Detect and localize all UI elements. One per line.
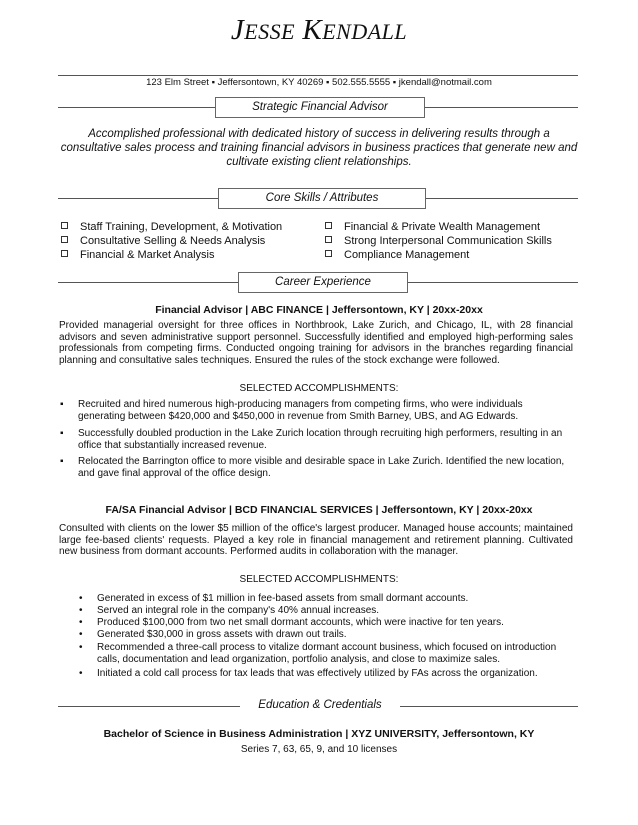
accomplishment-item: • Generated in excess of $1 million in fee-based assets from small dormant accounts.	[79, 593, 469, 604]
checkbox-bullet-icon	[325, 236, 332, 243]
round-bullet-icon: •	[79, 668, 83, 679]
candidate-name-text: JESSE KENDALL	[230, 14, 408, 46]
education-section-title: Education & Credentials	[240, 697, 400, 714]
header-divider	[58, 75, 578, 76]
summary-paragraph: Accomplished professional with dedicated history of success in delivering results through a consultative sales process and training financial advisors in business practices that generate new and cultivate existing client relationships.	[60, 128, 578, 168]
accomplishment-item: • Served an integral role in the company's 40% annual increases.	[79, 605, 380, 616]
skills-section-box	[218, 188, 426, 209]
headline-text: Strategic Financial Advisor	[252, 101, 388, 113]
checkbox-bullet-icon	[325, 250, 332, 257]
skill-item: Staff Training, Development, & Motivation	[61, 220, 282, 234]
skills-section-title: Core Skills / Attributes	[265, 192, 379, 204]
accomplishments-label: SELECTED ACCOMPLISHMENTS:	[239, 383, 399, 394]
checkbox-bullet-icon	[61, 250, 68, 257]
accomplishment-item: • Initiated a cold call process for tax leads that was effectively utilized by FAs across the organization.	[79, 668, 538, 679]
headline-box	[215, 97, 425, 118]
contact-line: 123 Elm Street ▪ Jeffersontown, KY 40269 ▪ 502.555.5555 ▪ jkendall@notmail.com	[146, 77, 492, 88]
checkbox-bullet-icon	[61, 236, 68, 243]
accomplishment-item: ▪ Relocated the Barrington office to more visible and desirable space in Lake Zurich. Identified the new location, and gave final approval of the office design.	[60, 456, 565, 479]
job-title: Financial Advisor | ABC FINANCE | Jeffersontown, KY | 20xx-20xx	[155, 304, 483, 316]
job-description: Provided managerial oversight for three offices in Northbrook, Lake Zurich, and Chicago, IL, with 28 financial advisors and seven administrative support personnel. Successfully identified and employed high-performing sales professionals from competing firms. Conducted ongoing training for advisors in the branches regarding financial planning and consultative sales techniques. Ensured the rules of the stock exchange were followed.	[59, 320, 573, 366]
skill-item: Compliance Management	[325, 248, 469, 262]
skill-item: Financial & Private Wealth Management	[325, 220, 540, 234]
skill-item: Financial & Market Analysis	[61, 248, 215, 262]
skill-item: Consultative Selling & Needs Analysis	[61, 234, 265, 248]
square-bullet-icon: ▪	[60, 399, 64, 410]
degree-line: Bachelor of Science in Business Administration | XYZ UNIVERSITY, Jeffersontown, KY	[103, 728, 535, 740]
round-bullet-icon: •	[79, 629, 83, 640]
skill-item: Strong Interpersonal Communication Skills	[325, 234, 552, 248]
licenses-line: Series 7, 63, 65, 9, and 10 licenses	[240, 744, 398, 755]
square-bullet-icon: ▪	[60, 456, 64, 467]
round-bullet-icon: •	[79, 617, 83, 628]
square-bullet-icon: ▪	[60, 428, 64, 439]
accomplishment-item: • Recommended a three-call process to vitalize dormant account business, which focused on introduction calls, documentation and lead organization, portfolio analysis, and close to maximize sales.	[79, 642, 557, 665]
accomplishment-item: • Produced $100,000 from two net small dormant accounts, which were inactive for ten years.	[79, 617, 504, 628]
accomplishments-label: SELECTED ACCOMPLISHMENTS:	[239, 574, 399, 585]
checkbox-bullet-icon	[61, 222, 68, 229]
accomplishment-item: ▪ Recruited and hired numerous high-producing managers from competing firms, who were individuals generating between $420,000 and $450,000 in revenue from Smith Barney, UBS, and AG Edwards.	[60, 399, 523, 422]
round-bullet-icon: •	[79, 593, 83, 604]
accomplishment-item: ▪ Successfully doubled production in the Lake Zurich location through recruiting high performers, resulting in an office that substantially increased revenue.	[60, 428, 563, 451]
job-title: FA/SA Financial Advisor | BCD FINANCIAL SERVICES | Jeffersontown, KY | 20xx-20xx	[105, 504, 533, 516]
experience-section-title: Career Experience	[275, 276, 371, 288]
candidate-name	[0, 14, 638, 47]
round-bullet-icon: •	[79, 642, 83, 653]
round-bullet-icon: •	[79, 605, 83, 616]
experience-section-box	[238, 272, 408, 293]
accomplishment-item: • Generated $30,000 in gross assets with drawn out trails.	[79, 629, 347, 640]
job-description: Consulted with clients on the lower $5 million of the office's largest producer. Managed house accounts; maintained large fee-based clients' requests. Played a key role in financial management and retirement planning. Cultivated new business from dormant accounts. Performed audits in collaboration with the manager.	[59, 523, 573, 557]
checkbox-bullet-icon	[325, 222, 332, 229]
